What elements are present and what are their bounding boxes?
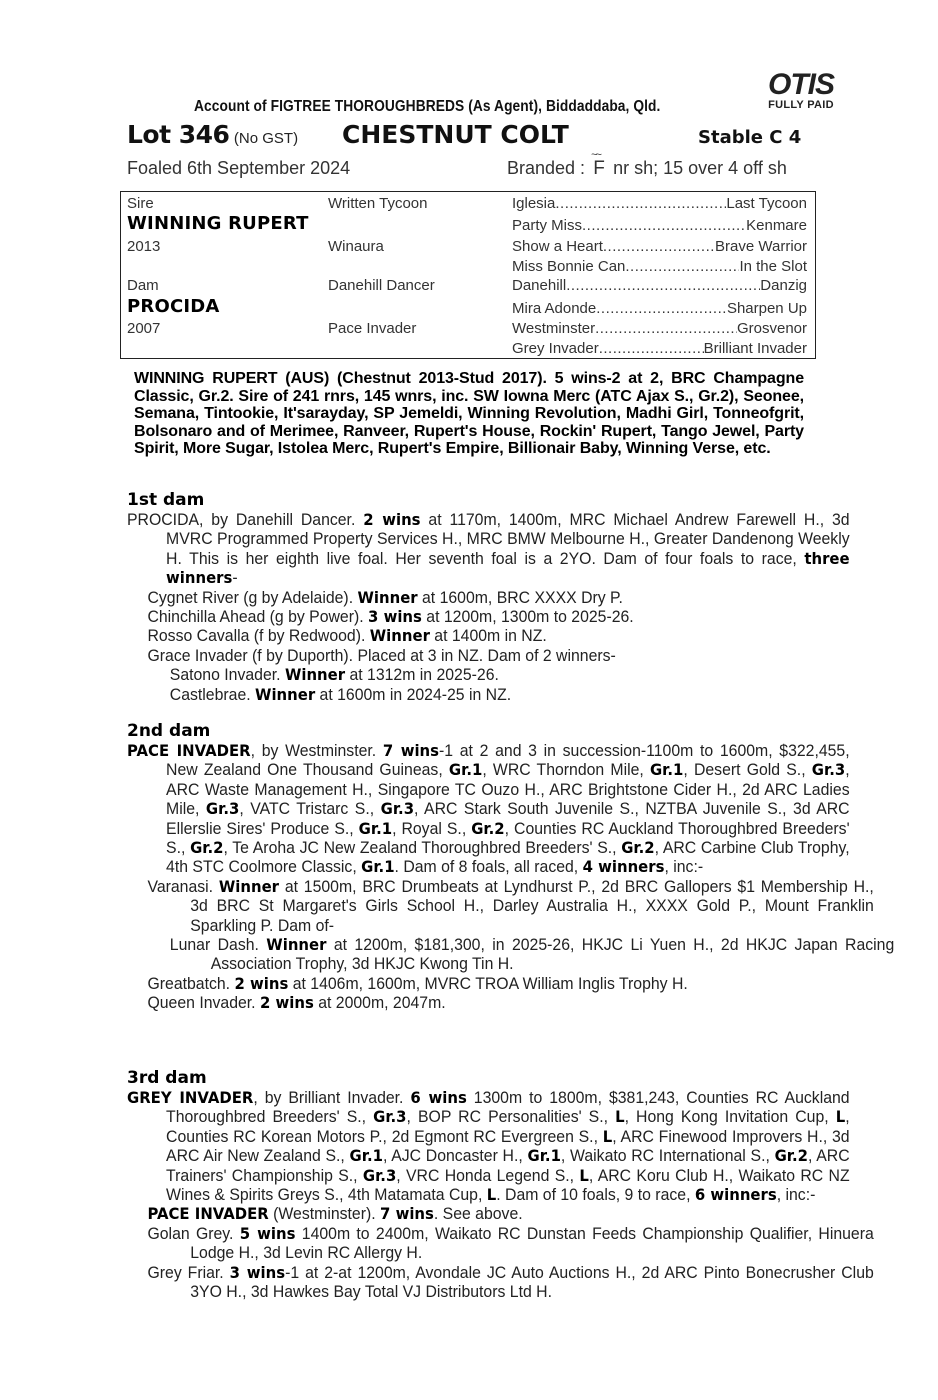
fully-paid-label: FULLY PAID <box>768 99 834 111</box>
progeny-record: Rosso Cavalla (f by Redwood). Winner at 1400m in NZ. <box>147 626 547 646</box>
dam-year: 2007 <box>127 320 161 337</box>
lot-line <box>127 120 298 149</box>
great-grandparent-row: Show a Heart ..... Brave Warrior <box>512 238 807 255</box>
section-heading: 2nd dam <box>127 721 211 741</box>
horse-description: CHESTNUT COLT <box>342 120 569 149</box>
great-grandparent-row: Danehill ..... Danzig <box>512 277 807 294</box>
otis-logo <box>758 70 844 111</box>
great-grandparent-row: Party Miss ..... Kenmare <box>512 217 807 234</box>
vendor-account: Account of FIGTREE THOROUGHBREDS (As Agent), Biddaddaba, Qld. <box>194 98 661 115</box>
progeny-record: Queen Invader. 2 wins at 2000m, 2047m. <box>147 993 446 1013</box>
grand-progeny-record: Castlebrae. Winner at 1600m in 2024-25 in NZ. <box>169 684 512 704</box>
dam-label: Dam <box>127 277 159 294</box>
grandsire-paternal: Written Tycoon <box>328 195 428 212</box>
grandsire-maternal: Danehill Dancer <box>328 277 435 294</box>
sire-year: 2013 <box>127 238 161 255</box>
granddam-paternal: Winaura <box>328 238 384 255</box>
sire-name: WINNING RUPERT <box>127 213 309 234</box>
stable-location: Stable C 4 <box>698 127 802 148</box>
progeny-record: Golan Grey. 5 wins 1400m to 2400m, Waikato RC Dunstan Feeds Championship Qualifier, Hinuera Lodge H., 3d Levin RC Allergy H. <box>147 1223 874 1263</box>
otis-logo-text: OTIS <box>767 68 834 101</box>
brand-crown-icon: ~~ <box>591 149 600 161</box>
great-grandparent-row: Grey Invader ..... Brilliant Invader <box>512 340 807 357</box>
section-heading: 3rd dam <box>127 1068 207 1088</box>
sire-summary: WINNING RUPERT (AUS) (Chestnut 2013-Stud 2017). 5 wins-2 at 2, BRC Champagne Classic, Gr.2. Sire of 241 rnrs, 145 wnrs, inc. SW Iowna Merc (ATC Ajax S., Gr.2), Seonee, Semana, Tintookie, It'sarayday, SP Jemeldi, Winning Revolution, Madhi Girl, Tonneofgrit, Bolsonaro and of Merimee, Ranveer, Rupert's House, Rockin' Rupert, Tango Jewel, Party Spirit, More Sugar, Istolea Merc, Rupert's Empire, Billionair Baby, Winning Verse, etc. <box>134 370 804 458</box>
dam-record: PROCIDA, by Danehill Dancer. 2 wins at 1170m, 1400m, MRC Michael Andrew Farewell H., 3d MVRC Programmed Property Services H., MRC BMW Melbourne H., Greater Dandenong Weekly H. This is her eighth live foal. Her seventh foal is a 2YO. Dam of four foals to race, three winners- <box>127 510 850 588</box>
dam-record: GREY INVADER, by Brilliant Invader. 6 wins 1300m to 1800m, $381,243, Counties RC Auckland Thoroughbred Breeders' S., Gr.3, BOP RC Personalities' S., L, Hong Kong Invitation Cup, L, Counties RC Korean Motors P., 2d Egmont RC Evergreen S., L, ARC Finewood Improvers H., 3d ARC Air New Zealand S., Gr.1, AJC Doncaster H., Gr.1, Waikato RC International S., Gr.2, ARC Trainers' Championship S., Gr.3, VRC Honda Legend S., L, ARC Koru Club H., Waikato RC NZ Wines & Spirits Greys S., 4th Matamata Cup, L. Dam of 10 foals, 9 to race, 6 winners, inc:- <box>127 1088 850 1205</box>
lot-number: Lot 346 <box>127 120 230 149</box>
dam-record: PACE INVADER, by Westminster. 7 wins-1 at 2 and 3 in succession-1100m to 1600m, $322,455, New Zealand One Thousand Guineas, Gr.1, WRC Thorndon Mile, Gr.1, Desert Gold S., Gr.3, ARC Waste Management H., Singapore TC Ouzo H., ARC Brightstone Cider H., 2d ARC Ladies Mile, Gr.3, VATC Tristarc S., Gr.3, ARC Stark South Juvenile S., NZTBA Juvenile S., 3d ARC Ellerslie Sires' Produce S., Gr.1, Royal S., Gr.2, Counties RC Auckland Thoroughbred Breeders' S., Gr.2, Te Aroha JC New Zealand Thoroughbred Breeders' S., Gr.2, ARC Carbine Club Trophy, 4th STC Coolmore Classic, Gr.1. Dam of 8 foals, all raced, 4 winners, inc:- <box>127 741 850 877</box>
great-grandparent-row: Westminster ..... Grosvenor <box>512 320 807 337</box>
section-heading: 1st dam <box>127 490 205 510</box>
progeny-record: Varanasi. Winner at 1500m, BRC Drumbeats at Lyndhurst P., 2d BRC Gallopers $1 Membership H., 3d BRC St Margaret's Girls School H., Darley Australia H., XXXX Gold P., Mount Franklin Sparkling P. Dam of- <box>147 876 874 935</box>
grand-progeny-record: Lunar Dash. Winner at 1200m, $181,300, in 2025-26, HKJC Li Yuen H., 2d HKJC Japan Racing Association Trophy, 3d HKJC Kwong Tin H. <box>169 935 895 974</box>
great-grandparent-row: Mira Adonde ..... Sharpen Up <box>512 300 807 317</box>
progeny-record: Grace Invader (f by Duporth). Placed at 3 in NZ. Dam of 2 winners- <box>147 645 616 665</box>
foaled-date: Foaled 6th September 2024 <box>127 158 351 178</box>
branded-detail: nr sh; 15 over 4 off sh <box>613 158 787 178</box>
brand-mark-icon: ~~ F <box>591 149 605 179</box>
first-dam-section <box>127 490 850 704</box>
branded-info <box>507 149 787 180</box>
branded-label: Branded : <box>507 158 586 178</box>
granddam-maternal: Pace Invader <box>328 320 417 337</box>
grand-progeny-record: Satono Invader. Winner at 1312m in 2025-26. <box>169 665 499 685</box>
great-grandparent-row: Iglesia ..... Last Tycoon <box>512 195 807 212</box>
second-dam-section <box>127 721 895 1013</box>
third-dam-section <box>127 1068 874 1302</box>
progeny-record: Greatbatch. 2 wins at 1406m, 1600m, MVRC TROA William Inglis Trophy H. <box>147 973 688 993</box>
great-grandparent-row: Miss Bonnie Can ..... In the Slot <box>512 258 807 275</box>
dam-name: PROCIDA <box>127 296 220 317</box>
progeny-record: PACE INVADER (Westminster). 7 wins. See above. <box>147 1204 523 1224</box>
sire-label: Sire <box>127 195 154 212</box>
progeny-record: Grey Friar. 3 wins-1 at 2-at 1200m, Avondale JC Auto Auctions H., 2d ARC Pinto Bonecrusher Club 3YO H., 3d Hawkes Bay Total VJ Distributors Ltd H. <box>147 1262 874 1302</box>
progeny-record: Cygnet River (g by Adelaide). Winner at 1600m, BRC XXXX Dry P. <box>147 587 623 607</box>
gst-note: (No GST) <box>233 130 299 147</box>
progeny-record: Chinchilla Ahead (g by Power). 3 wins at 1200m, 1300m to 2025-26. <box>147 607 634 627</box>
pedigree-table <box>120 191 816 359</box>
